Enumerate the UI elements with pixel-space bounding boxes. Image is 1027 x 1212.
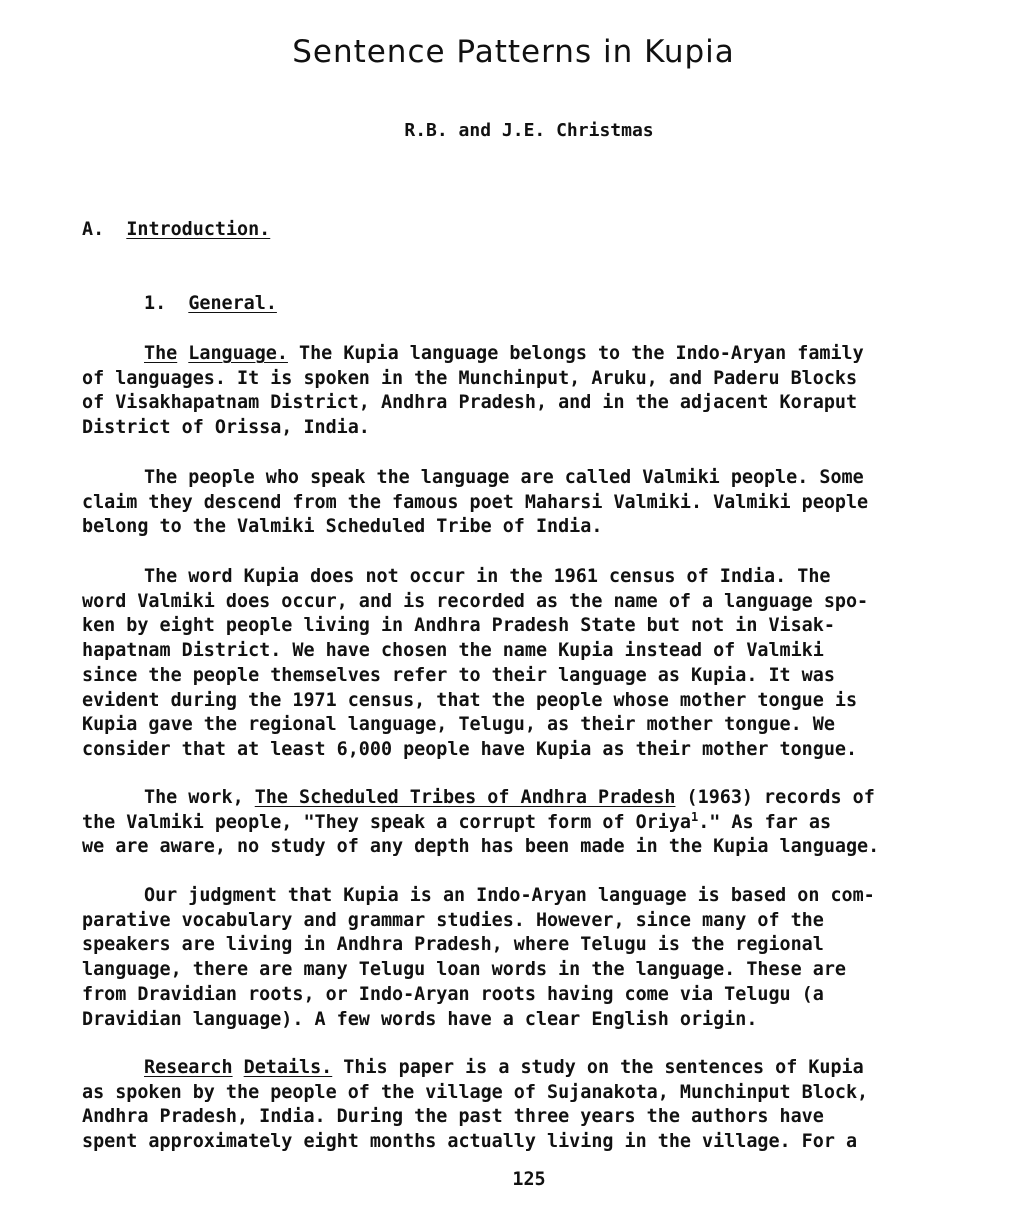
paragraph-line: word Valmiki does occur, and is recorded as the name of a language spo- [82, 590, 869, 612]
line-text: This paper is a study on the sentences of Kupia [332, 1057, 864, 1078]
line-text: (1963) records of [675, 787, 875, 808]
section-heading [82, 218, 270, 243]
paragraph-line: we are aware, no study of any depth has been made in the Kupia language. [82, 836, 880, 858]
paragraph-people [82, 466, 972, 540]
paragraph-line: ken by eight people living in Andhra Pradesh State but not in Visak- [82, 615, 835, 637]
section-number: A. [82, 219, 105, 240]
paragraph-line [82, 786, 972, 811]
paragraph-line: as spoken by the people of the village of Sujanakota, Munchinput Block, [82, 1081, 869, 1103]
paragraph-census [82, 565, 972, 763]
paper-title: Sentence Patterns in Kupia [292, 34, 735, 70]
subsection-title: General. [188, 293, 277, 314]
paragraph-line: Andhra Pradesh, India. During the past three years the authors have [82, 1106, 824, 1128]
paragraph-line [82, 1056, 972, 1081]
paragraph-line: evident during the 1971 census, that the people whose mother tongue is [82, 689, 858, 711]
paper-authors: R.B. and J.E. Christmas [404, 120, 654, 141]
line-text: ." As far as [698, 811, 832, 833]
paragraph-line: language, there are many Telugu loan words in the language. These are [82, 959, 846, 981]
paragraph-line: District of Orissa, India. [82, 417, 370, 439]
run-in-heading: The [144, 343, 178, 364]
paragraph-line: parative vocabulary and grammar studies. However, since many of the [82, 909, 824, 931]
run-in-heading: Research [144, 1057, 233, 1078]
line-text: The work, [144, 787, 255, 808]
paragraph-line [82, 342, 972, 367]
paragraph-line: Dravidian language). A few words have a clear English origin. [82, 1008, 758, 1030]
subsection-heading [144, 292, 277, 317]
book-title: The Scheduled Tribes of Andhra Pradesh [254, 787, 676, 808]
line-text: The Kupia language belongs to the Indo-Aryan family [287, 343, 864, 364]
paragraph-line: consider that at least 6,000 people have Kupia as their mother tongue. [82, 738, 858, 760]
footnote-marker: 1 [690, 809, 699, 824]
section-title: Introduction. [126, 219, 271, 240]
paragraph-line: spent approximately eight months actually living in the village. For a [82, 1131, 858, 1153]
paragraph-line: of languages. It is spoken in the Munchinput, Aruku, and Paderu Blocks [82, 367, 858, 389]
paragraph-line: from Dravidian roots, or Indo-Aryan roots having come via Telugu (a [82, 983, 824, 1005]
run-in-heading: Details. [243, 1057, 333, 1078]
paragraph-scheduled-tribes [82, 786, 972, 860]
paragraph-judgment [82, 884, 972, 1032]
paragraph-line: The word Kupia does not occur in the 1961 census of India. The [144, 566, 831, 587]
paragraph-line: since the people themselves refer to their language as Kupia. It was [82, 664, 835, 686]
paragraph-research-details [82, 1056, 972, 1155]
paragraph-line: hapatnam District. We have chosen the name Kupia instead of Valmiki [82, 640, 824, 662]
paragraph-line: Our judgment that Kupia is an Indo-Aryan language is based on com- [144, 885, 875, 906]
run-in-heading: Language. [188, 343, 288, 364]
line-text: the Valmiki people, "They speak a corrupt form of Oriya [82, 811, 691, 833]
paragraph-language [82, 342, 972, 441]
paragraph-line: claim they descend from the famous poet Maharsi Valmiki. Valmiki people [82, 491, 869, 513]
paragraph-line: speakers are living in Andhra Pradesh, where Telugu is the regional [82, 934, 824, 956]
paragraph-line: belong to the Valmiki Scheduled Tribe of India. [82, 516, 603, 538]
paragraph-line: Kupia gave the regional language, Telugu, as their mother tongue. We [82, 714, 835, 736]
paragraph-line [82, 811, 972, 836]
page-number: 125 [512, 1169, 546, 1190]
paragraph-line: The people who speak the language are called Valmiki people. Some [144, 467, 864, 488]
paragraph-line: of Visakhapatnam District, Andhra Pradesh, and in the adjacent Koraput [82, 392, 858, 414]
subsection-number: 1. [144, 293, 167, 314]
